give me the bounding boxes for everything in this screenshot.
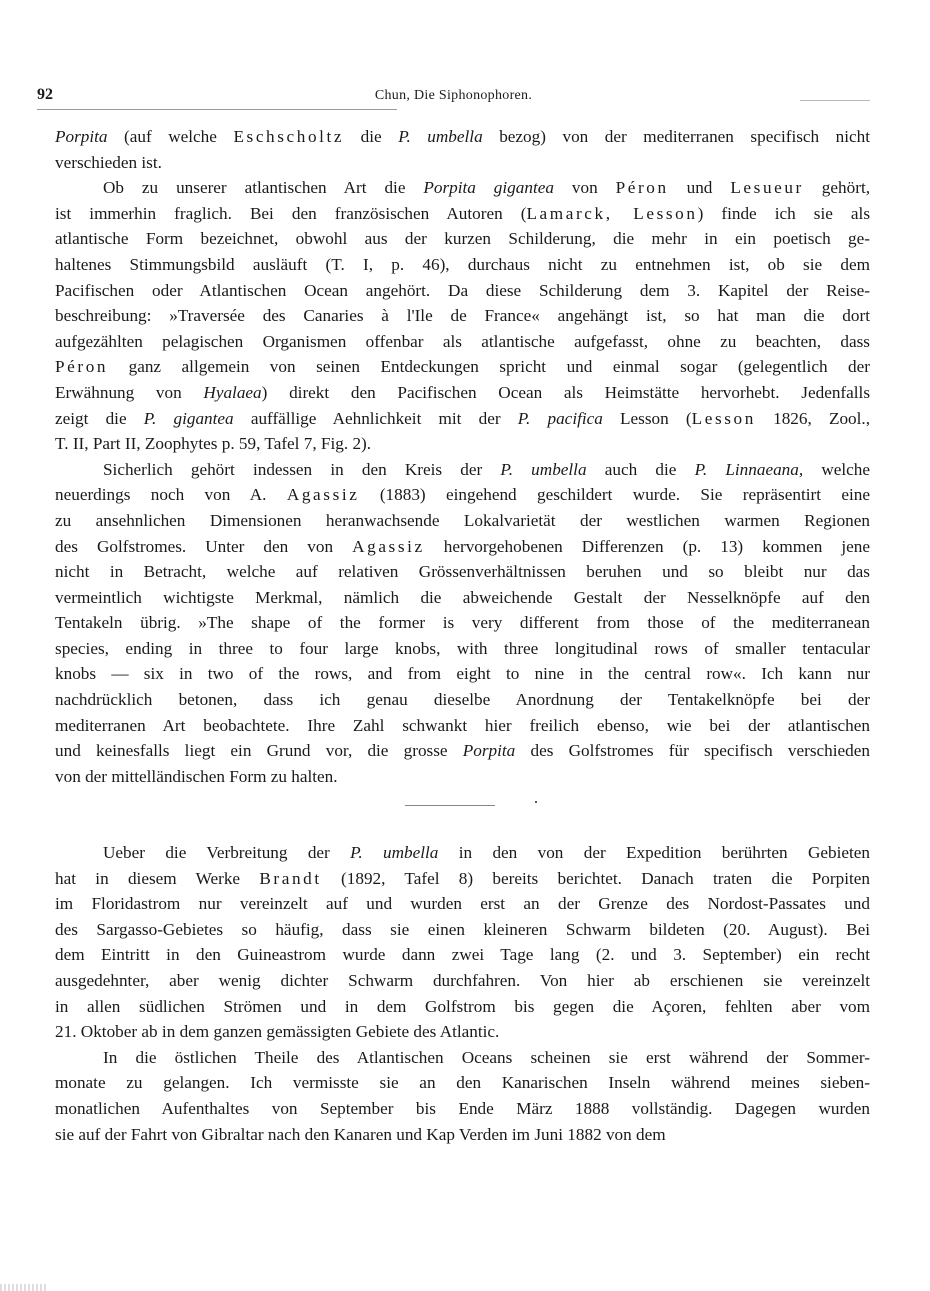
text-line <box>55 917 870 943</box>
text-segment: des Golfstromes. Unter den von <box>55 536 353 556</box>
text-segment: welche <box>803 459 871 479</box>
text-line <box>55 1122 870 1148</box>
separator-dot <box>535 801 537 803</box>
text-segment: auffällige Aehnlichkeit mit der <box>233 408 518 428</box>
text-segment: In die östlichen Theile des Atlantischen Oceans scheinen sie erst während der Sommer- <box>103 1047 870 1067</box>
text-segment: in den von der Expedition berührten Gebieten <box>438 843 870 862</box>
text-line <box>55 738 870 764</box>
section-separator <box>405 805 495 806</box>
text-segment: ) direkt den Pacifischen Ocean als Heimstätte hervorhebt. Jedenfalls <box>261 382 871 402</box>
text-segment: des Sargasso-Gebietes so häufig, dass sie einen kleineren Schwarm bildeten (20. August). Bei <box>55 919 870 939</box>
text-segment: Pacifischen oder Atlantischen Ocean angehört. Da diese Schilderung dem 3. Kapitel der Reise- <box>55 280 870 300</box>
text-segment: Sicherlich gehört indessen in den Kreis der <box>103 459 501 479</box>
text-line <box>55 124 870 150</box>
spaced-name: Lesson <box>691 408 756 428</box>
text-segment: gehört, <box>803 178 871 198</box>
text-line <box>55 866 870 892</box>
text-segment: von <box>553 178 616 198</box>
text-segment: (1892, Tafel 8) bereits berichtet. Danach traten die Porpiten <box>321 868 870 888</box>
paragraph <box>55 840 870 1045</box>
text-block-distribution <box>55 840 870 1147</box>
text-segment: Tentakeln übrig. »The shape of the former is very different from those of the mediterranean <box>55 613 870 633</box>
italic-text: P. umbella <box>398 127 483 146</box>
text-segment: Ueber die Verbreitung der <box>103 843 351 862</box>
italic-text: Hyalaea <box>203 382 262 402</box>
text-line <box>55 252 870 278</box>
text-line <box>55 713 870 739</box>
text-segment: atlantische Form bezeichnet, obwohl aus der kurzen Schilderung, die mehr in ein poetisch ge- <box>55 229 870 249</box>
text-line <box>55 201 870 227</box>
text-segment: ganz allgemein von seinen Entdeckungen spricht und einmal sogar (gelegentlich der <box>108 357 870 377</box>
italic-text: P. pacifica <box>517 408 603 428</box>
text-line <box>55 891 870 917</box>
text-segment: knobs — six in two of the rows, and from eight to nine in the central row«. Ich kann nur <box>55 664 870 684</box>
text-segment: aufgezählten pelagischen Organismen offenbar als atlantische aufgefasst, ohne zu beachten, dass <box>55 331 870 351</box>
italic-text: P. Linnaeana, <box>694 459 804 479</box>
text-segment: von der mittelländischen Form zu halten. <box>55 766 338 786</box>
text-segment: Lesson ( <box>602 408 692 428</box>
text-line <box>55 1045 870 1071</box>
text-segment: (1883) eingehend geschildert wurde. Sie repräsentirt eine <box>359 485 870 505</box>
text-segment: bezog) von der mediterranen specifisch nicht <box>482 127 871 146</box>
italic-text: P. gigantea <box>143 408 234 428</box>
paragraph <box>55 124 870 175</box>
text-segment: die <box>344 127 399 146</box>
text-line <box>55 380 870 406</box>
italic-text: Porpita gigantea <box>423 178 554 198</box>
text-segment: Ob zu unserer atlantischen Art die <box>103 178 424 198</box>
text-line <box>55 482 870 508</box>
spaced-name: Péron <box>615 178 669 198</box>
italic-text: Porpita <box>55 127 108 146</box>
text-segment: ausgedehnter, aber wenig dichter Schwarm durchfahren. Von hier ab erschienen sie vereinzelt <box>55 970 870 990</box>
paragraph <box>55 1045 870 1147</box>
text-segment: und keinesfalls liegt ein Grund vor, die grosse <box>55 741 463 761</box>
text-line <box>55 687 870 713</box>
text-line <box>55 636 870 662</box>
spaced-name: Péron <box>55 357 109 377</box>
text-line <box>55 1019 870 1045</box>
text-segment: hervorgehobenen Differenzen (p. 13) kommen jene <box>424 536 870 556</box>
text-line <box>55 534 870 560</box>
text-segment: in allen südlichen Strömen und in dem Golfstrom bis gegen die Açoren, fehlten aber vom <box>55 996 870 1016</box>
text-segment: im Floridastrom nur vereinzelt auf und wurden erst an der Grenze des Nordost-Passates und <box>55 894 870 914</box>
text-line <box>55 942 870 968</box>
italic-text: P. umbella <box>350 843 439 862</box>
spaced-name: Agassiz <box>352 536 425 556</box>
text-segment: dem Eintritt in den Guineastrom wurde dann zwei Tage lang (2. und 3. September) ein recht <box>55 945 870 965</box>
text-segment: nicht in Betracht, welche auf relativen Grössenverhältnissen beruhen und so bleibt nur das <box>55 562 870 582</box>
text-line <box>55 610 870 636</box>
text-segment: verschieden ist. <box>55 152 162 172</box>
text-segment: T. II, Part II, Zoophytes p. 59, Tafel 7, Fig. 2). <box>55 434 372 454</box>
text-segment: monatlichen Aufenthaltes von September bis Ende März 1888 vollständig. Dagegen wurden <box>55 1098 870 1118</box>
text-segment: sie auf der Fahrt von Gibraltar nach den Kanaren und Kap Verden im Juni 1882 von dem <box>55 1124 666 1144</box>
text-segment: und <box>668 178 731 198</box>
text-line <box>55 175 870 201</box>
text-line <box>55 150 870 176</box>
text-line <box>55 661 870 687</box>
text-segment: auch die <box>586 459 695 479</box>
text-line <box>55 1096 870 1122</box>
text-line <box>55 1070 870 1096</box>
page-header <box>37 86 870 108</box>
text-line <box>55 764 870 790</box>
text-segment: zeigt die <box>55 408 144 428</box>
text-segment: ) finde ich sie als <box>697 203 871 223</box>
text-segment: hat in diesem Werke <box>55 868 260 888</box>
text-segment: ist immerhin fraglich. Bei den französischen Autoren ( <box>55 203 527 223</box>
text-segment: monate zu gelangen. Ich vermisste sie an den Kanarischen Inseln während meines sieben- <box>55 1073 870 1093</box>
spaced-name: Lesueur <box>730 178 804 198</box>
text-segment: vermeintlich wichtigste Merkmal, nämlich die abweichende Gestalt der Nesselknöpfe auf den <box>55 587 870 607</box>
text-line <box>55 840 870 866</box>
italic-text: Porpita <box>462 741 516 761</box>
text-line <box>55 994 870 1020</box>
text-segment: mediterranen Art beobachtete. Ihre Zahl schwankt hier freilich ebenso, wie bei der atlantischen <box>55 715 870 735</box>
scan-artifact <box>0 1284 48 1291</box>
text-line <box>55 431 870 457</box>
spaced-name: Brandt <box>259 868 322 888</box>
text-segment: nachdrücklich betonen, dass ich genau dieselbe Anordnung der Tentakelknöpfe bei der <box>55 690 870 710</box>
text-segment: des Golfstromes für specifisch verschieden <box>515 741 870 761</box>
text-block-main <box>55 124 870 789</box>
spaced-name: Eschscholtz <box>233 127 345 146</box>
header-rule <box>37 109 397 110</box>
text-line <box>55 303 870 329</box>
text-line <box>55 354 870 380</box>
header-rule-right <box>800 100 870 101</box>
text-line <box>55 329 870 355</box>
text-line <box>55 508 870 534</box>
text-line <box>55 278 870 304</box>
text-segment: 21. Oktober ab in dem ganzen gemässigten Gebiete des Atlantic. <box>55 1022 500 1042</box>
text-segment: zu ansehnlichen Dimensionen heranwachsende Lokalvarietät der westlichen warmen Regionen <box>55 510 870 530</box>
text-line <box>55 559 870 585</box>
text-line <box>55 968 870 994</box>
text-segment: beschreibung: »Traversée des Canaries à l'Ile de France« angehängt ist, so hat man die dort <box>55 306 870 326</box>
spaced-name: Agassiz <box>286 485 360 505</box>
paragraph <box>55 457 870 790</box>
text-line <box>55 226 870 252</box>
italic-text: P. umbella <box>500 459 587 479</box>
paragraph <box>55 175 870 457</box>
text-segment: species, ending in three to four large knobs, with three longitudinal rows of smaller tentacular <box>55 638 870 658</box>
text-segment: Erwähnung von <box>55 382 204 402</box>
spaced-name: Lamarck, Lesson <box>526 203 698 223</box>
text-line <box>55 585 870 611</box>
text-segment: (auf welche <box>107 127 234 146</box>
page-number: 92 <box>37 86 53 103</box>
text-segment: 1826, Zool., <box>755 408 871 428</box>
running-title: Chun, Die Siphonophoren. <box>374 88 533 103</box>
text-segment: haltenes Stimmungsbild ausläuft (T. I, p. 46), durchaus nicht zu entnehmen ist, ob sie dem <box>55 254 870 274</box>
text-line <box>55 457 870 483</box>
text-line <box>55 406 870 432</box>
text-segment: neuerdings noch von A. <box>55 485 287 505</box>
